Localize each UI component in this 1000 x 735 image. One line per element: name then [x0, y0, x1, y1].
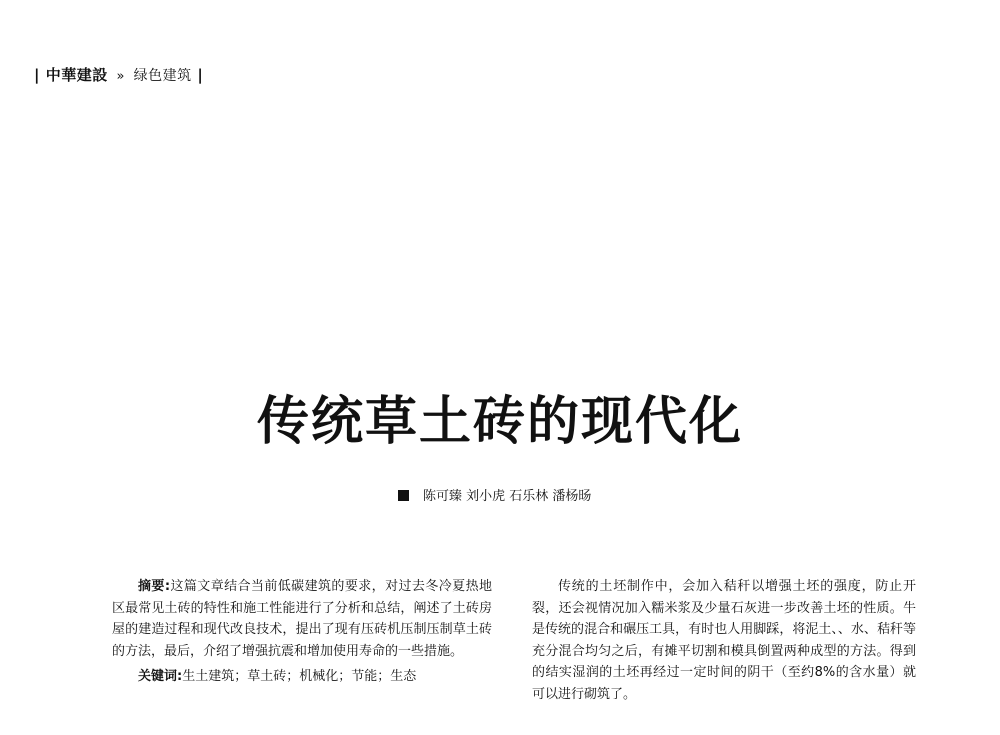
header-bar-right: | [197, 66, 204, 84]
author-line [398, 485, 591, 504]
header-bar-left: | [34, 66, 40, 84]
body-column [532, 576, 916, 706]
author-names: 陈可臻 刘小虎 石乐林 潘杨旸 [423, 489, 592, 504]
journal-name: 中華建設 [45, 66, 108, 84]
section-name: 绿色建筑 [133, 68, 192, 84]
journal-header [34, 64, 203, 85]
keywords-label: 关键词: [138, 669, 183, 685]
author-marker-icon [398, 490, 409, 501]
header-separator: » [116, 69, 125, 84]
keywords-text: 生土建筑；草土砖；机械化；节能；生态 [182, 669, 417, 685]
body-paragraph: 传统的土坯制作中，会加入秸秆以增强土坯的强度，防止开裂，还会视情况加入糯米浆及少量石灰进一步改善土坯的性质。牛是传统的混合和碾压工具，有时也人用脚踩，将泥土、、水、秸秆等充分混合均匀之后，有摊平切割和模具倒置两种成型的方法。得到的结实湿润的土坯再经过一定时间的阴干（至约8%的含水量）就可以进行砌筑了。 [532, 579, 916, 702]
article-title: 传统草土砖的现代化 [256, 391, 743, 452]
abstract-column [112, 576, 492, 688]
keywords-paragraph [112, 666, 492, 688]
abstract-paragraph [112, 576, 492, 662]
abstract-text: 这篇文章结合当前低碳建筑的要求，对过去冬冷夏热地区最常见土砖的特性和施工性能进行了分析和总结，阐述了土砖房屋的建造过程和现代改良技术，提出了现有压砖机压制压制草土砖的方法，最后，介绍了增强抗震和增加使用寿命的一些措施。 [112, 579, 492, 659]
abstract-label: 摘要: [138, 579, 171, 594]
